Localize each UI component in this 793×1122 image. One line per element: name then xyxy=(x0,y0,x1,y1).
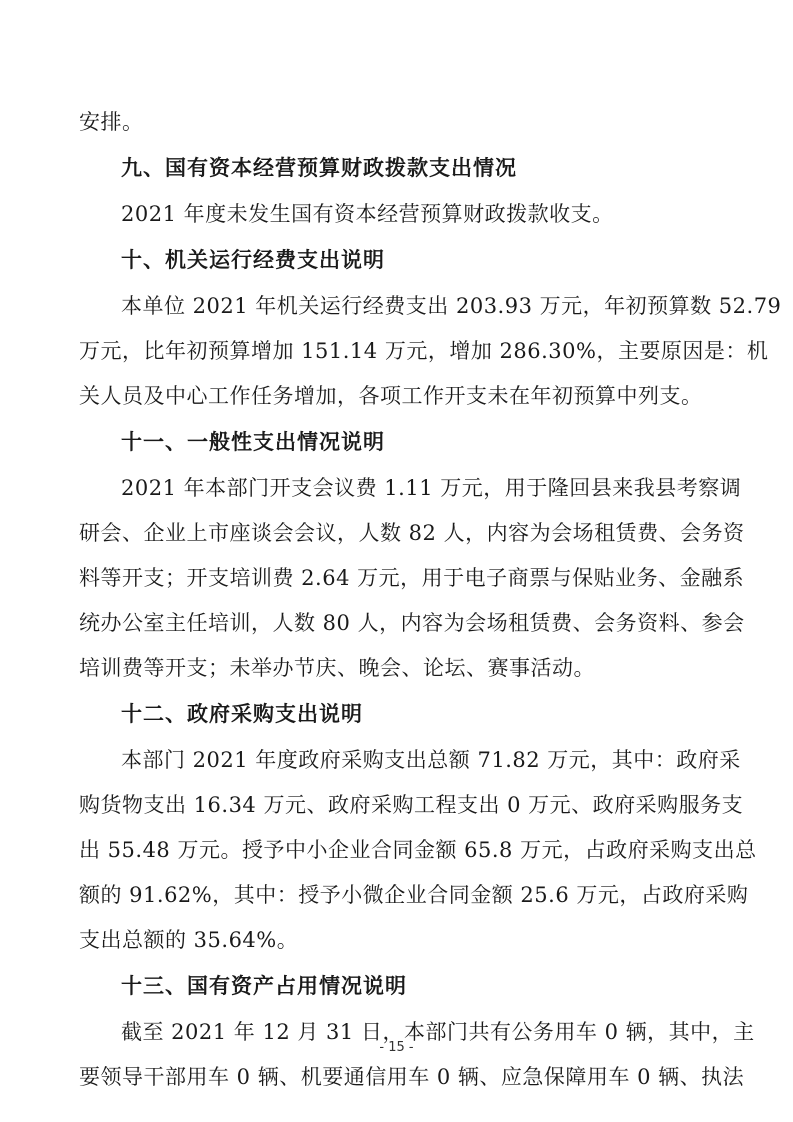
section-13-line-1: 截至 2021 年 12 月 31 日，本部门共有公务用车 0 辆，其中，主 xyxy=(121,1020,755,1044)
section-heading-10: 十、机关运行经费支出说明 xyxy=(121,248,385,272)
section-12-line-1: 本部门 2021 年度政府采购支出总额 71.82 万元，其中：政府采 xyxy=(121,748,741,772)
section-heading-11: 十一、一般性支出情况说明 xyxy=(121,430,385,454)
section-12-line-5: 支出总额的 35.64%。 xyxy=(79,928,299,952)
section-10-line-2: 万元，比年初预算增加 151.14 万元，增加 286.30%，主要原因是：机 xyxy=(79,339,769,363)
section-9-line-1: 2021 年度未发生国有资本经营预算财政拨款收支。 xyxy=(121,202,614,226)
continuation-line: 安排。 xyxy=(79,110,144,134)
section-heading-9: 九、国有资本经营预算财政拨款支出情况 xyxy=(121,156,517,180)
document-body xyxy=(79,100,782,1100)
section-11-line-3: 料等开支；开支培训费 2.64 万元，用于电子商票与保贴业务、金融系 xyxy=(79,566,745,590)
section-11-line-2: 研会、企业上市座谈会会议，人数 82 人，内容为会场租赁费、会务资 xyxy=(79,521,745,545)
section-11-line-5: 培训费等开支；未举办节庆、晚会、论坛、赛事活动。 xyxy=(79,656,595,680)
section-heading-13: 十三、国有资产占用情况说明 xyxy=(121,974,407,998)
section-13-line-2: 要领导干部用车 0 辆、机要通信用车 0 辆、应急保障用车 0 辆、执法 xyxy=(79,1065,745,1089)
section-heading-12: 十二、政府采购支出说明 xyxy=(121,702,363,726)
section-12-line-4: 额的 91.62%，其中：授予小微企业合同金额 25.6 万元，占政府采购 xyxy=(79,883,749,907)
section-12-line-3: 出 55.48 万元。授予中小企业合同金额 65.8 万元，占政府采购支出总 xyxy=(79,838,757,862)
section-11-line-4: 统办公室主任培训，人数 80 人，内容为会场租赁费、会务资料、参会 xyxy=(79,611,745,635)
section-10-line-1: 本单位 2021 年机关运行经费支出 203.93 万元，年初预算数 52.79 xyxy=(121,294,782,318)
section-10-line-3: 关人员及中心工作任务增加，各项工作开支未在年初预算中列支。 xyxy=(79,384,703,408)
section-11-line-1: 2021 年本部门开支会议费 1.11 万元，用于隆回县来我县考察调 xyxy=(121,476,742,500)
section-12-line-2: 购货物支出 16.34 万元、政府采购工程支出 0 万元、政府采购服务支 xyxy=(79,793,744,817)
page-number: - 15 - xyxy=(379,1040,414,1055)
